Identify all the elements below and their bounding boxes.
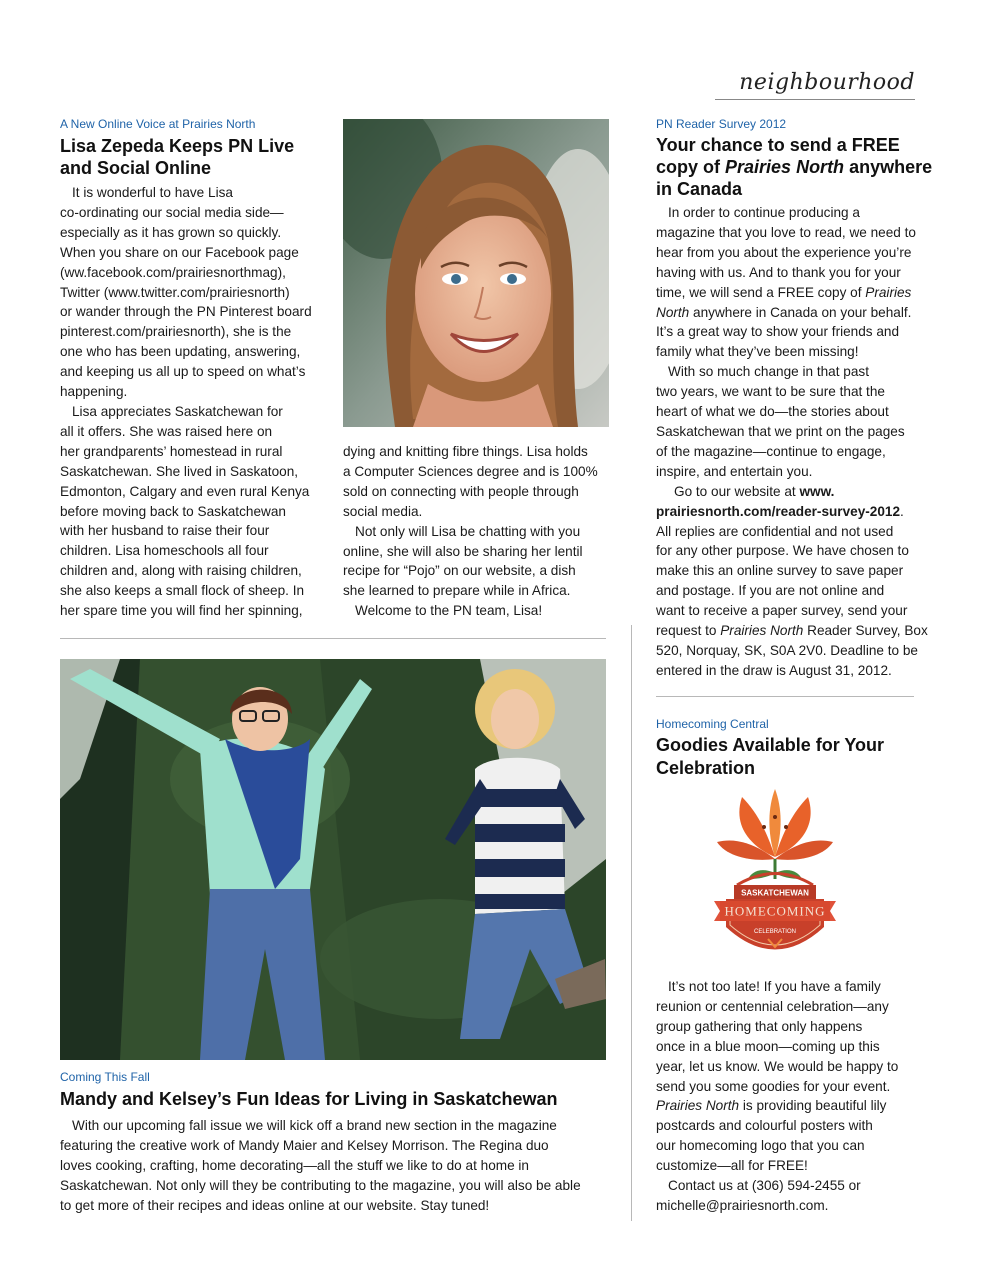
mandy-kelsey-photo xyxy=(60,659,606,1060)
survey-line: entered in the draw is August 31, 2012. xyxy=(656,662,892,678)
homecoming-kicker: Homecoming Central xyxy=(656,717,769,731)
mandy-line: With our upcoming fall issue we will kick off a brand new section in the magazine xyxy=(72,1118,557,1133)
lisa-line: social media. xyxy=(343,503,423,519)
survey-line: family what they’ve been missing! xyxy=(656,344,859,360)
lisa-headline xyxy=(60,135,340,179)
lisa-column-2 xyxy=(343,442,609,621)
homecoming-email[interactable]: michelle@prairiesnorth.com. xyxy=(656,1197,829,1213)
lisa-line: she learned to prepare while in Africa. xyxy=(343,583,571,599)
homecoming-line: postcards and colourful posters with xyxy=(656,1118,873,1134)
logo-sub-text: CELEBRATION xyxy=(754,929,796,935)
survey-headline-magazine-name: Prairies North xyxy=(725,157,845,177)
lisa-kicker: A New Online Voice at Prairies North xyxy=(60,117,256,131)
survey-line-text: . xyxy=(900,503,904,519)
survey-headline-line2-pre: copy of xyxy=(656,157,726,177)
homecoming-line: group gathering that only happens xyxy=(656,1018,863,1034)
survey-line-text: Go to our website at xyxy=(674,483,800,499)
lisa-line: her grandparents’ homestead in rural xyxy=(60,443,283,459)
survey-line-text: request to xyxy=(656,623,721,639)
mandy-kicker: Coming This Fall xyxy=(60,1070,150,1084)
lisa-line: Saskatchewan. She lived in Saskatoon, xyxy=(60,463,299,479)
lisa-line: she also keeps a small flock of sheep. In xyxy=(60,583,305,599)
lisa-line: recipe for “Pojo” on our website, a dish xyxy=(343,563,576,579)
survey-line: and postage. If you are not online and xyxy=(656,583,885,599)
survey-line: inspire, and entertain you. xyxy=(656,463,813,479)
survey-line-italic: North xyxy=(656,304,690,320)
mandy-body xyxy=(60,1116,620,1216)
lisa-line: with her husband to raise their four xyxy=(60,523,270,539)
survey-line: want to receive a paper survey, send your xyxy=(656,603,908,619)
homecoming-line xyxy=(656,1096,946,1116)
homecoming-headline xyxy=(656,734,946,780)
lisa-line: all it offers. She was raised here on xyxy=(60,423,273,439)
lisa-line: or wander through the PN Pinterest board xyxy=(60,304,312,320)
mandy-line: to get more of their recipes and ideas online at our website. Stay tuned! xyxy=(60,1197,490,1213)
lisa-line: sold on connecting with people through xyxy=(343,483,579,499)
homecoming-line: send you some goodies for your event. xyxy=(656,1078,891,1094)
lisa-divider xyxy=(60,638,606,639)
lisa-line: It is wonderful to have Lisa xyxy=(72,185,233,200)
survey-line: make this an online survey to save paper xyxy=(656,563,904,579)
survey-headline xyxy=(656,134,946,200)
homecoming-line: reunion or centennial celebration—any xyxy=(656,998,889,1014)
survey-line xyxy=(656,303,946,323)
survey-line-italic: Prairies North xyxy=(720,623,804,639)
survey-line: magazine that you love to read, we need to xyxy=(656,224,916,240)
section-tag-rule xyxy=(715,99,915,100)
homecoming-line: our homecoming logo that you can xyxy=(656,1138,865,1154)
survey-line: All replies are confidential and not used xyxy=(656,523,894,539)
homecoming-line-italic: Prairies North xyxy=(656,1098,740,1114)
survey-line xyxy=(656,502,946,522)
survey-kicker: PN Reader Survey 2012 xyxy=(656,117,787,131)
section-tag: neighbourhood xyxy=(739,70,915,95)
homecoming-line-text: is providing beautiful lily xyxy=(739,1098,887,1114)
survey-headline-line3: in Canada xyxy=(656,179,743,199)
lisa-line: Edmonton, Calgary and even rural Kenya xyxy=(60,483,310,499)
lisa-portrait-photo xyxy=(343,119,609,427)
survey-divider xyxy=(656,696,914,697)
survey-line: 520, Norquay, SK, S0A 2V0. Deadline to be xyxy=(656,642,918,658)
survey-line: Saskatchewan that we print on the pages xyxy=(656,423,905,439)
survey-line: In order to continue producing a xyxy=(668,205,860,220)
survey-headline-line1: Your chance to send a FREE xyxy=(656,135,900,155)
lisa-line: Twitter (www.twitter.com/prairiesnorth) xyxy=(60,284,290,300)
survey-headline-line2-post: anywhere xyxy=(844,157,933,177)
survey-line xyxy=(656,621,946,641)
lily-icon xyxy=(717,789,833,879)
mandy-line: featuring the creative work of Mandy Maier and Kelsey Morrison. The Regina duo xyxy=(60,1137,549,1153)
lisa-portrait-illustration xyxy=(343,119,609,427)
lisa-line: Welcome to the PN team, Lisa! xyxy=(355,603,543,619)
lisa-line: online, she will also be sharing her lentil xyxy=(343,543,583,559)
column-separator xyxy=(631,625,632,1221)
lisa-line: children and, along with raising children, xyxy=(60,563,302,579)
lisa-line: Lisa appreciates Saskatchewan for xyxy=(72,403,283,419)
mandy-kelsey-illustration xyxy=(60,659,606,1060)
lily-logo-graphic xyxy=(712,787,838,962)
survey-line-text: Reader Survey, Box xyxy=(803,623,928,639)
survey-line xyxy=(656,482,946,502)
survey-url-part1[interactable]: www. xyxy=(799,483,835,499)
survey-line xyxy=(656,283,946,303)
lisa-line: especially as it has grown so quickly. xyxy=(60,224,282,240)
lisa-line: When you share on our Facebook page xyxy=(60,244,299,260)
lisa-headline-line1: Lisa Zepeda Keeps PN Live xyxy=(60,136,295,156)
homecoming-line: It’s not too late! If you have a family xyxy=(668,979,881,994)
survey-headline-line2 xyxy=(656,156,946,178)
survey-line: of the magazine—continue to engage, xyxy=(656,443,886,459)
lisa-headline-line2: and Social Online xyxy=(60,158,212,178)
mandy-line: loves cooking, crafting, home decorating—all the stuff we like to do at home in xyxy=(60,1157,529,1173)
survey-line: heart of what we do—the stories about xyxy=(656,404,889,420)
lisa-column-1 xyxy=(60,183,340,621)
lisa-line: one who has been updating, answering, xyxy=(60,344,301,360)
mandy-headline: Mandy and Kelsey’s Fun Ideas for Living in Saskatchewan xyxy=(60,1089,558,1109)
survey-line: hear from you about the experience you’re xyxy=(656,244,912,260)
lisa-line: children. Lisa homeschools all four xyxy=(60,543,269,559)
lisa-line: (ww.facebook.com/prairiesnorthmag), xyxy=(60,264,286,280)
survey-line: having with us. And to thank you for your xyxy=(656,264,901,280)
lisa-line: and keeping us all up to speed on what’s xyxy=(60,364,306,380)
survey-url-part2[interactable]: prairiesnorth.com/reader-survey-2012 xyxy=(656,503,901,519)
logo-banner-text: SASKATCHEWAN xyxy=(741,888,809,898)
lisa-line: her spare time you will find her spinning, xyxy=(60,603,303,619)
lisa-line: happening. xyxy=(60,384,128,400)
lisa-line: Not only will Lisa be chatting with you xyxy=(355,523,581,539)
mandy-line: Saskatchewan. Not only will they be contributing to the magazine, you will also be able xyxy=(60,1177,581,1193)
homecoming-line: customize—all for FREE! xyxy=(656,1158,808,1174)
lisa-line: co-ordinating our social media side— xyxy=(60,204,284,220)
homecoming-headline-line1: Goodies Available for Your xyxy=(656,735,885,755)
lisa-line: before moving back to Saskatchewan xyxy=(60,503,286,519)
survey-line: It’s a great way to show your friends and xyxy=(656,324,900,340)
survey-line: two years, we want to be sure that the xyxy=(656,384,885,400)
survey-line: With so much change in that past xyxy=(668,364,869,380)
homecoming-logo xyxy=(712,787,838,962)
homecoming-line: Contact us at (306) 594-2455 or xyxy=(668,1178,861,1194)
homecoming-headline-line2: Celebration xyxy=(656,758,756,778)
homecoming-body xyxy=(656,977,946,1216)
homecoming-line: year, let us know. We would be happy to xyxy=(656,1058,899,1074)
survey-body xyxy=(656,203,946,681)
logo-homecoming-text: HOMECOMING xyxy=(724,903,826,919)
lisa-line: pinterest.com/prairiesnorth), she is the xyxy=(60,324,292,340)
homecoming-line: once in a blue moon—coming up this xyxy=(656,1038,880,1054)
survey-line: for any other purpose. We have chosen to xyxy=(656,543,909,559)
lisa-line: dying and knitting fibre things. Lisa holds xyxy=(343,444,588,459)
survey-line-italic: Prairies xyxy=(865,284,912,300)
lisa-line: a Computer Sciences degree and is 100% xyxy=(343,463,598,479)
survey-line-text: time, we will send a FREE copy of xyxy=(656,284,866,300)
survey-line-text: anywhere in Canada on your behalf. xyxy=(689,304,912,320)
